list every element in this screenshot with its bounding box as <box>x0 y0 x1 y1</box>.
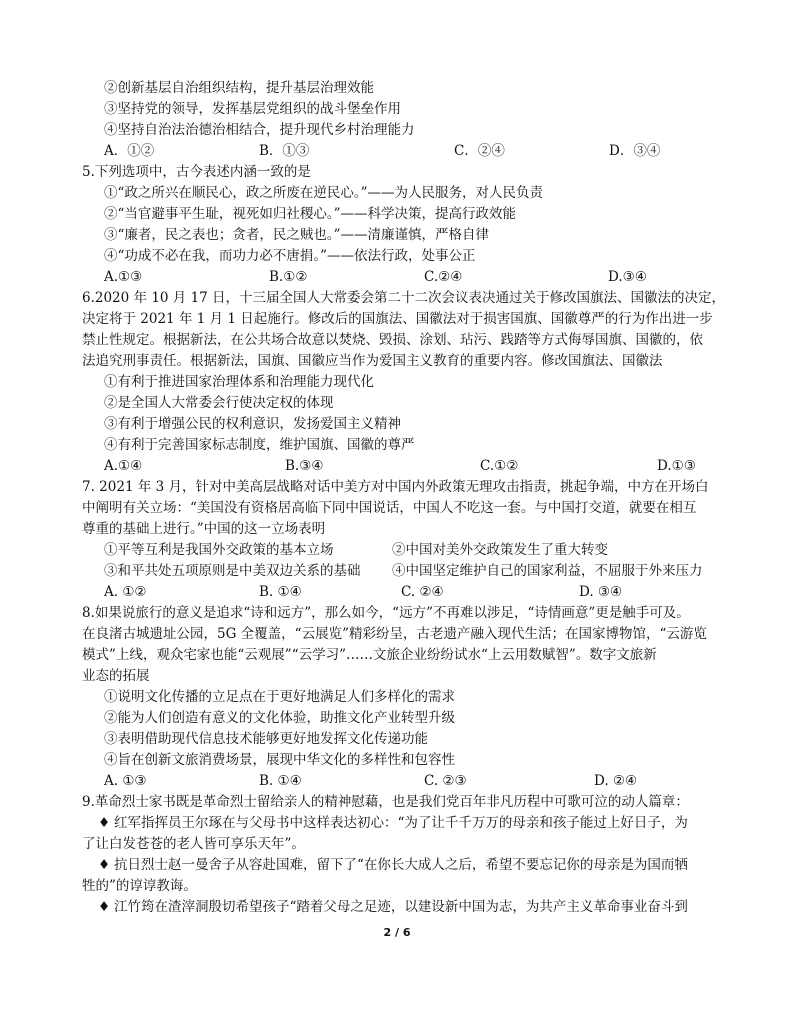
q7-item-1: ①平等互利是我国外交政策的基本立场 <box>104 542 334 558</box>
q7-item-4: ④中国坚定维护自己的国家利益，不屈服于外来压力 <box>392 563 703 579</box>
q5-item-2: ②“当官避事平生耻，视死如归社稷心。”——科学决策，提高行政效能 <box>104 206 517 222</box>
q9-letter-3-line-1 <box>98 897 688 917</box>
q7-item-2: ②中国对美外交政策发生了重大转变 <box>392 542 608 558</box>
diamond-bullet-icon: ♦ <box>98 857 111 873</box>
q7-option-b[interactable]: B. ①④ <box>259 584 302 600</box>
q4-item-3: ③坚持党的领导，发挥基层党组织的战斗堡垒作用 <box>104 101 401 117</box>
q9-letter-3-text: 江竹筠在渣滓洞殷切希望孩子“踏着父母之足迹，以建设新中国为志，为共产主义革命事业奋斗到 <box>114 899 688 915</box>
q4-item-4: ④坚持自治法治德治相结合，提升现代乡村治理能力 <box>104 122 415 138</box>
q9-letter-2-text: 抗日烈士赵一曼舍子从容赴国难，留下了“在你长大成人之后，希望不要忘记你的母亲是为国而牺 <box>114 857 688 873</box>
diamond-bullet-icon: ♦ <box>98 899 111 915</box>
q6-item-3: ③有利于增强公民的权利意识，发扬爱国主义精神 <box>104 416 401 432</box>
q8-item-4: ④旨在创新文旅消费场景，展现中华文化的多样性和包容性 <box>104 752 455 768</box>
q5-item-4: ④“功成不必在我，而功力必不唐捐。”——依法行政，处事公正 <box>104 248 476 264</box>
q6-stem-line-2: 决定将于 2021 年 1 月 1 日起施行。修改后的国旗法、国徽法对于损害国旗、国徽尊严的行为作出进一步 <box>82 311 713 327</box>
q7-option-a[interactable]: A. ①② <box>104 584 147 600</box>
q6-option-b[interactable]: B.③④ <box>285 458 324 474</box>
q7-stem-line-3: 尊重的基础上进行。”中国的这一立场表明 <box>82 521 326 537</box>
q9-letter-1-text: 红军指挥员王尔琢在与父母书中这样表达初心：“为了让千千万万的母亲和孩子能过上好日子，为 <box>114 815 688 831</box>
q7-stem-line-2: 中阐明有关立场：“美国没有资格居高临下同中国说话，中国人不吃这一套。与中国打交道，就要在相互 <box>82 500 697 516</box>
q5-item-3: ③“廉者，民之表也；贪者，民之贼也。”——清廉谨慎，严格自律 <box>104 227 490 243</box>
q8-option-d[interactable]: D. ②④ <box>594 773 638 789</box>
q6-option-a[interactable]: A.①④ <box>104 458 143 474</box>
q8-item-1: ①说明文化传播的立足点在于更好地满足人们多样化的需求 <box>104 689 455 705</box>
q5-stem: 5.下列选项中，古今表述内涵一致的是 <box>82 164 311 180</box>
q9-letter-2-line-1 <box>98 855 688 875</box>
diamond-bullet-icon: ♦ <box>98 815 111 831</box>
q6-item-1: ①有利于推进国家治理体系和治理能力现代化 <box>104 374 374 390</box>
q9-letter-2-line-2: 牲的”的谆谆教诲。 <box>82 878 197 894</box>
q9-stem: 9.革命烈士家书既是革命烈士留给亲人的精神慰藉，也是我们党百年非凡历程中可歌可泣的动人篇章： <box>82 794 689 810</box>
q5-option-b[interactable]: B.①② <box>269 269 308 285</box>
q8-option-b[interactable]: B. ①④ <box>259 773 302 789</box>
q6-item-2: ②是全国人大常委会行使决定权的体现 <box>104 395 334 411</box>
q6-stem-line-3: 禁止性规定。根据新法，在公共场合故意以焚烧、毁损、涂划、玷污、践踏等方式侮辱国旗、国徽的，依 <box>82 332 703 348</box>
q4-option-a[interactable]: A．①② <box>104 143 155 159</box>
q7-stem-line-1: 7. 2021 年 3 月，针对中美高层战略对话中美方对中国内外政策无理攻击指责，挑起争端，中方在开场白 <box>82 479 709 495</box>
q6-stem-line-1: 6.2020 年 10 月 17 日，十三届全国人大常委会第二十二次会议表决通过关于修改国旗法、国徽法的决定， <box>82 290 726 306</box>
q7-option-d[interactable]: D. ③④ <box>579 584 623 600</box>
q5-option-c[interactable]: C.②④ <box>424 269 463 285</box>
q4-option-c[interactable]: C．②④ <box>454 143 505 159</box>
q8-stem-line-3: 模式”上线，观众宅家也能“云观展”“云学习”……文旅企业纷纷试水“上云用数赋智”。数字文旅新 <box>82 647 657 663</box>
q6-option-d[interactable]: D.①③ <box>657 458 696 474</box>
q6-option-c[interactable]: C.①② <box>480 458 519 474</box>
q8-option-a[interactable]: A. ①③ <box>104 773 147 789</box>
q8-stem-line-1: 8.如果说旅行的意义是追求“诗和远方”，那么如今，“远方”不再难以涉足，“诗情画意”更是触手可及。 <box>82 605 690 621</box>
q5-option-a[interactable]: A.①③ <box>104 269 143 285</box>
q4-option-d[interactable]: D．③④ <box>609 143 661 159</box>
q8-item-3: ③表明借助现代信息技术能够更好地发挥文化传递功能 <box>104 731 428 747</box>
q7-item-3: ③和平共处五项原则是中美双边关系的基础 <box>104 563 361 579</box>
q6-stem-line-4: 法追究刑事责任。根据新法，国旗、国徽应当作为爱国主义教育的重要内容。修改国旗法、国徽法 <box>82 353 663 369</box>
q5-option-d[interactable]: D.③④ <box>608 269 647 285</box>
q9-letter-1-line-2: 了让白发苍苍的老人皆可享乐天年”。 <box>82 836 305 852</box>
q7-option-c[interactable]: C. ②④ <box>401 584 444 600</box>
q9-letter-1-line-1 <box>98 813 688 833</box>
q8-option-c[interactable]: C. ②③ <box>424 773 467 789</box>
q8-stem-line-4: 业态的拓展 <box>82 668 150 684</box>
q4-option-b[interactable]: B．①③ <box>259 143 310 159</box>
q8-item-2: ②能为人们创造有意义的文化体验，助推文化产业转型升级 <box>104 710 455 726</box>
q4-item-2: ②创新基层自治组织结构，提升基层治理效能 <box>104 80 374 96</box>
page-number: 2 / 6 <box>383 926 411 939</box>
q8-stem-line-2: 在良渚古城遗址公园，5G 全覆盖，“云展览”精彩纷呈，古老遗产融入现代生活；在国家博物馆，“云游览 <box>82 626 707 642</box>
q5-item-1: ①“政之所兴在顺民心，政之所废在逆民心。”——为人民服务，对人民负责 <box>104 185 544 201</box>
q6-item-4: ④有利于完善国家标志制度，维护国旗、国徽的尊严 <box>104 437 415 453</box>
